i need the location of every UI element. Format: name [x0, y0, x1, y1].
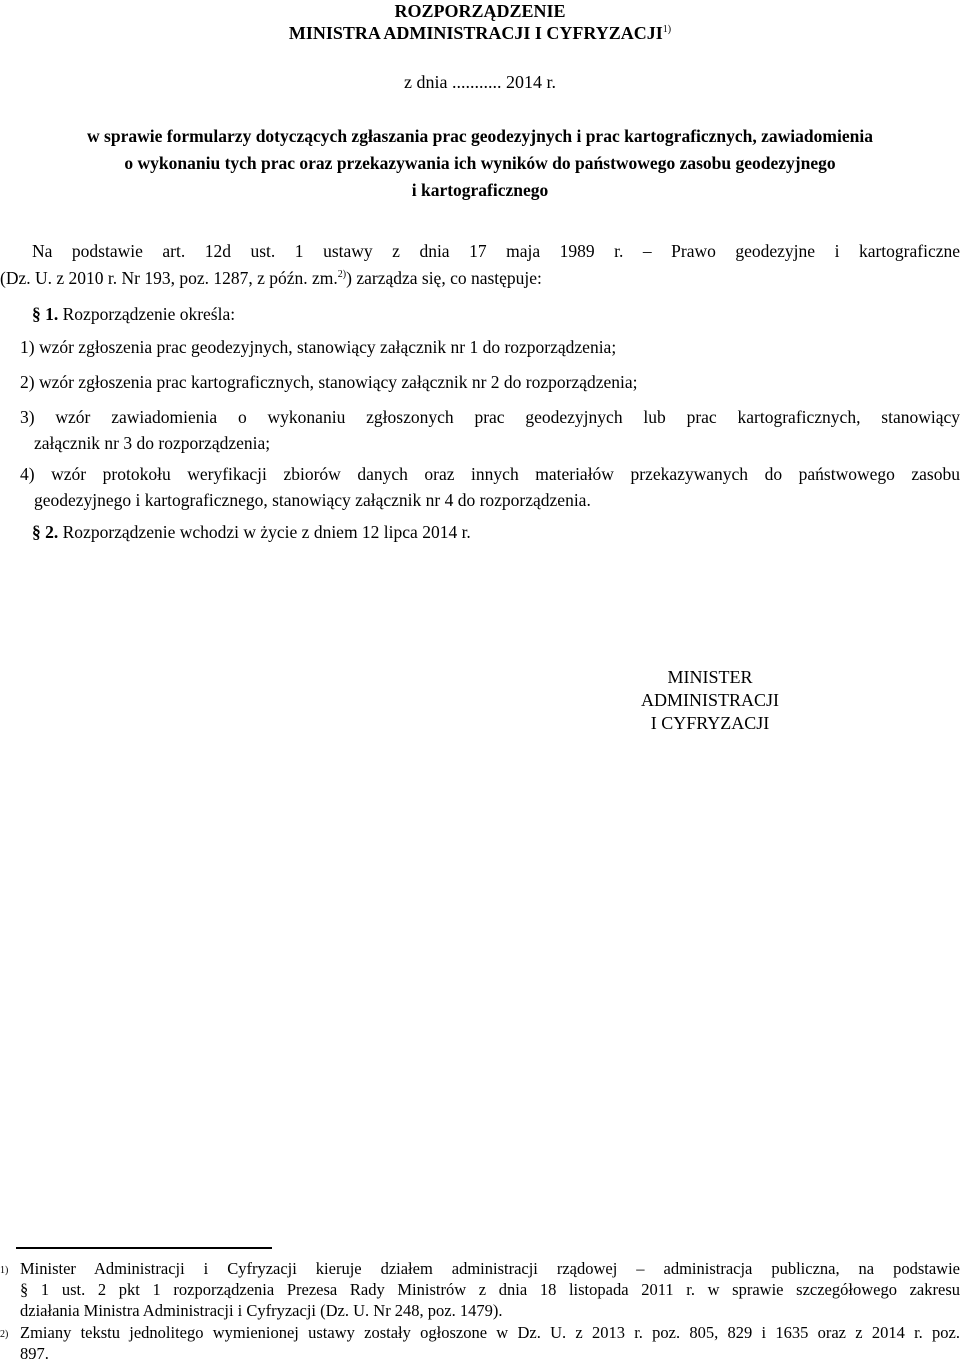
signature-line-2: ADMINISTRACJI: [640, 690, 779, 710]
preamble-line-1: Na podstawie art. 12d ust. 1 ustawy z dnia 17 maja 1989 r. – Prawo geodezyjne i kartograficzne: [32, 241, 960, 261]
title-line-2-text: MINISTRA ADMINISTRACJI I CYFRYZACJI: [288, 23, 663, 43]
footnote-2-line-2: 897.: [20, 1344, 49, 1363]
document-title: [0, 0, 960, 44]
preamble-line-2-end: ) zarządza się, co następuje:: [346, 268, 542, 288]
section-1-intro: Rozporządzenie określa:: [62, 304, 236, 324]
section-1-heading: [32, 301, 960, 327]
section-2: [32, 519, 960, 545]
footnote-1-line-1: Minister Administracji i Cyfryzacji kieruje działem administracji rządowej – administracja publiczna, na podstawie: [20, 1259, 960, 1278]
subject-line-2: o wykonaniu tych prac oraz przekazywania ich wyników do państwowego zasobu geodezyjnego: [124, 153, 836, 173]
title-line-2: [0, 22, 960, 44]
section-1-mark: § 1.: [32, 304, 59, 324]
section-1-item-3-line-1: 3) wzór zawiadomienia o wykonaniu zgłoszonych prac geodezyjnych lub prac kartograficznych, stanowiący: [20, 407, 960, 427]
footnote-1: [0, 1258, 960, 1321]
section-1-item-4-line-1: 4) wzór protokołu weryfikacji zbiorów danych oraz innych materiałów przekazywanych do państwowego zasobu: [20, 464, 960, 484]
section-2-text: Rozporządzenie wchodzi w życie z dniem 12 lipca 2014 r.: [62, 522, 471, 542]
footnote-separator: [16, 1247, 272, 1249]
preamble: [0, 238, 960, 292]
title-line-1: ROZPORZĄDZENIE: [394, 1, 566, 21]
footnote-2-ref: 2): [337, 269, 347, 281]
signature-line-1: MINISTER: [667, 667, 753, 687]
preamble-line-2-start: (Dz. U. z 2010 r. Nr 193, poz. 1287, z późn. zm.: [0, 268, 338, 288]
section-1-item-4-line-2: geodezyjnego i kartograficznego, stanowiący załącznik nr 4 do rozporządzenia.: [34, 490, 591, 510]
section-1-item-3-line-2: załącznik nr 3 do rozporządzenia;: [34, 433, 271, 453]
document-subject: [0, 123, 960, 204]
footnote-2-line-1: Zmiany tekstu jednolitego wymienionej ustawy zostały ogłoszone w Dz. U. z 2013 r. poz. 805, 829 i 1635 oraz z 2014 r. poz.: [20, 1323, 960, 1342]
footnote-1-body: [0, 1258, 960, 1321]
footnote-2: [0, 1322, 960, 1364]
footnote-2-body: [0, 1322, 960, 1364]
footnote-1-mark: 1): [0, 1265, 9, 1276]
section-1-item-3: [20, 404, 960, 456]
section-1-item-1: 1) wzór zgłoszenia prac geodezyjnych, stanowiący załącznik nr 1 do rozporządzenia;: [20, 337, 617, 357]
section-1-item-4: [20, 461, 960, 513]
footnote-1-line-3: działania Ministra Administracji i Cyfryzacji (Dz. U. Nr 248, poz. 1479).: [20, 1301, 503, 1320]
signature-line-3: I CYFRYZACJI: [650, 713, 770, 733]
document-date: z dnia ........... 2014 r.: [404, 72, 556, 92]
section-2-mark: § 2.: [32, 522, 59, 542]
subject-line-3: i kartograficznego: [411, 180, 549, 200]
footnote-2-mark: 2): [0, 1329, 9, 1340]
section-1-item-2: 2) wzór zgłoszenia prac kartograficznych, stanowiący załącznik nr 2 do rozporządzenia;: [20, 372, 638, 392]
signature-block: [580, 666, 840, 735]
footnote-1-line-2: § 1 ust. 2 pkt 1 rozporządzenia Prezesa Rady Ministrów z dnia 18 listopada 2011 r. w sprawie szczegółowego zakresu: [20, 1280, 960, 1299]
subject-line-1: w sprawie formularzy dotyczących zgłaszania prac geodezyjnych i prac kartograficznych, zawiadomienia: [87, 126, 873, 146]
footnote-1-ref: 1): [662, 24, 672, 35]
preamble-line-2: [0, 265, 960, 292]
